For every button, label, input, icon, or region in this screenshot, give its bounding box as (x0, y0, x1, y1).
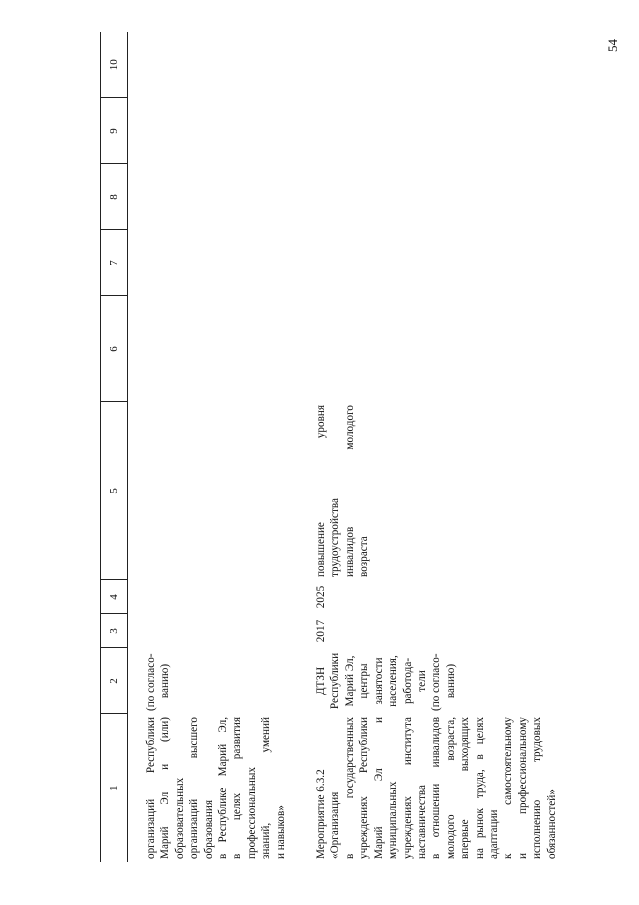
text-line: тели (415, 670, 428, 692)
text-line: молодого возраста, (444, 717, 457, 859)
text-line: занятости (372, 657, 385, 705)
text-line: на рынок труда, в целях (473, 717, 486, 859)
header-col-7: 7 (101, 230, 128, 296)
header-col-1: 1 (101, 714, 128, 862)
header-col-3: 3 (101, 614, 128, 648)
text-line: образования (202, 799, 215, 859)
text-line: ванию) (159, 663, 172, 699)
text-line: Марий Эл и (372, 717, 385, 859)
text-line: к самостоятельному (502, 717, 515, 859)
text-line: (по согласо- (430, 653, 443, 711)
text-line: в отношении инвалидов (430, 717, 443, 859)
header-col-2: 2 (101, 648, 128, 714)
rotated-table-container (100, 32, 620, 862)
table-row (314, 32, 559, 862)
header-col-5: 5 (101, 402, 128, 580)
text-line: наставничества (415, 785, 428, 859)
text-line: знаний, умений (260, 717, 273, 859)
header-col-10: 10 (101, 32, 128, 98)
row2-result-cell (314, 402, 559, 580)
text-line: ДТЗН (315, 666, 328, 696)
text-line: впервые выходящих (459, 717, 472, 859)
text-line: муниципальных (387, 781, 400, 859)
text-line: исполнению трудовых (531, 717, 544, 859)
text-line: организаций высшего (188, 717, 201, 859)
text-line: в целях развития (231, 717, 244, 859)
row1-executor-cell (144, 648, 288, 714)
text-line: ванию) (444, 663, 457, 699)
text-line: повышение уровня (315, 405, 328, 577)
text-line: образовательных (173, 777, 186, 859)
text-line: обязанностей» (545, 789, 558, 859)
text-line: работода- (401, 657, 414, 705)
row2-executor-cell (314, 648, 559, 714)
text-line: в Республике Марий Эл, (217, 717, 230, 859)
text-line: (по согласо- (145, 653, 157, 711)
text-line: трудоустройства (329, 498, 342, 577)
text-line: центры (358, 663, 371, 699)
row2-activity-cell (314, 714, 559, 862)
header-col-4: 4 (101, 580, 128, 614)
header-col-9: 9 (101, 98, 128, 164)
table-header (101, 32, 128, 862)
page-number: 54 (605, 39, 620, 52)
text-line: и навыков» (274, 805, 287, 859)
table-row (144, 32, 288, 862)
text-line: профессиональных (245, 766, 258, 859)
text-line: Республики (329, 652, 342, 710)
text-line: учреждениях Республики (358, 717, 371, 859)
text-line: населения, (387, 655, 400, 707)
row2-end-year: 2025 (315, 585, 328, 609)
text-line: Марий Эл и (или) (159, 717, 172, 859)
program-table (100, 32, 559, 862)
text-line: инвалидов молодого (343, 405, 356, 577)
text-line: учреждениях института (401, 717, 414, 859)
text-line: Мероприятие 6.3.2 (315, 769, 328, 859)
text-line: в государственных (343, 717, 356, 859)
text-line: адаптации (487, 809, 500, 859)
row1-activity-cell (144, 714, 288, 862)
text-line: Марий Эл, (343, 655, 356, 707)
text-line: «Организация (329, 791, 342, 859)
header-col-6: 6 (101, 296, 128, 402)
header-col-8: 8 (101, 164, 128, 230)
text-line: возраста (358, 536, 371, 577)
text-line: организаций Республики (145, 717, 157, 859)
row2-start-year: 2017 (315, 619, 328, 643)
text-line: и профессиональному (516, 717, 529, 859)
